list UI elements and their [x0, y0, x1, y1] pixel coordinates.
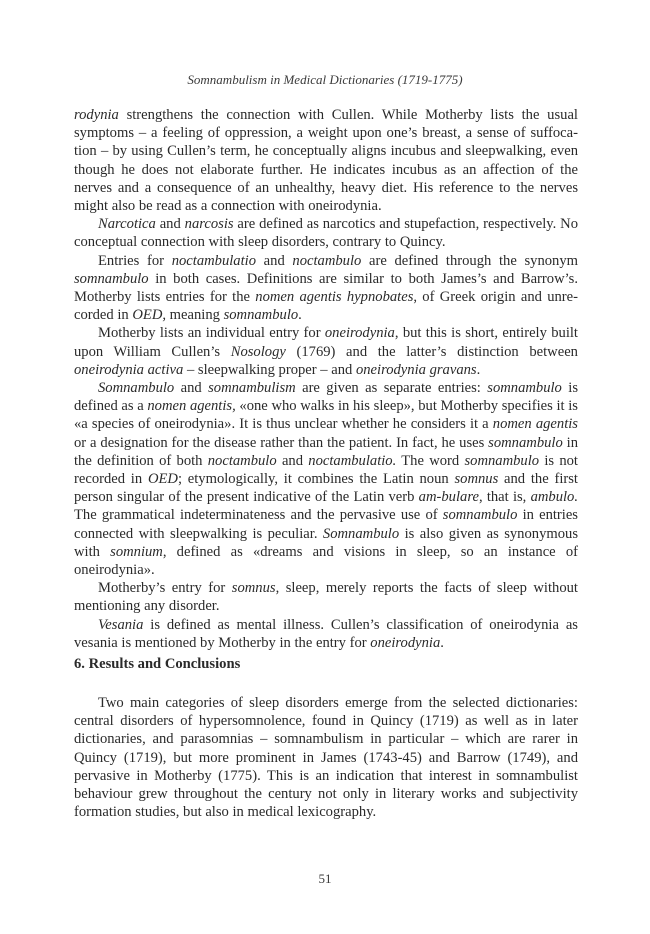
text-run: are defined through the synonym [361, 252, 578, 269]
italic-term: somnus [231, 580, 276, 597]
text-run: strengthens the connection with Cullen. While Motherby lists the usual symptoms – a feeling of oppression, a weight upon one’s breast, a sense of suffoca-tion – by using Cullen’s term, he conceptually aligns incubus and sleepwalking, even though he does not elaborate further. He indicates incubus as an affection of the nerves and a consequence of an unhealthy, heavy diet. His reference to the nerves might also be read as a connection with oneirodynia. [74, 107, 578, 215]
italic-term: somnium [110, 543, 163, 560]
text-run: are defined as narcotics and stupefaction, respectively. No conceptual connection with sleep disorders, contrary to Quincy. [74, 216, 578, 251]
italic-term: nomen agentis [492, 416, 578, 433]
body-text [74, 106, 578, 652]
body-paragraph [74, 579, 578, 615]
text-run: meaning [166, 307, 224, 324]
body-paragraph [74, 106, 578, 215]
italic-term: am-bulare [418, 489, 479, 506]
text-run: , sleep, merely reports the facts of sleep without mentioning any disorder. [74, 580, 578, 615]
text-run: . [298, 307, 302, 324]
italic-term: nomen agentis, [147, 398, 236, 415]
italic-term: somnambulo [74, 270, 149, 287]
text-run: The grammatical indeterminateness and the pervasive use of [74, 507, 443, 524]
italic-term: somnambulo [487, 380, 562, 397]
conclusion-section [74, 694, 578, 821]
italic-term: noctambulo [292, 252, 362, 269]
text-run: , that is, [478, 489, 531, 506]
italic-term: noctambulatio. [308, 452, 397, 469]
text-run: Entries for [98, 252, 172, 269]
body-paragraph [74, 616, 578, 652]
italic-term: nomen agentis hypnobates [255, 289, 414, 306]
text-run: . [440, 634, 444, 651]
italic-term: somnambulo [442, 507, 518, 524]
italic-term: OED [147, 471, 178, 488]
text-run: and [276, 452, 309, 469]
text-run: is not recorded in [74, 452, 578, 488]
text-run: The word [396, 452, 465, 469]
text-run: , defined as «dreams and visions in sleep, so an instance of oneirodynia». [74, 543, 579, 579]
italic-term: somnambulo [223, 307, 299, 324]
text-run: , but this is short, entirely built upon William Cullen’s [74, 325, 578, 360]
text-run: – sleepwalking proper – and [183, 361, 356, 378]
body-paragraph [74, 379, 578, 579]
italic-term: somnus [454, 471, 499, 488]
body-paragraph [74, 215, 578, 251]
text-run: is defined as mental illness. Cullen’s classification of oneirodynia as vesania is mentioned by Motherby in the entry for [74, 616, 578, 651]
text-run: are given as separate entries: [295, 380, 488, 397]
italic-term: OED, [132, 307, 167, 324]
italic-term: Narcotica [98, 216, 156, 233]
italic-term: oneirodynia gravans [355, 361, 477, 378]
text-run: Motherby lists an individual entry for [98, 325, 325, 342]
text-run: (1769) and the latter’s distinction between [285, 343, 578, 360]
italic-term: somnambulism [208, 380, 296, 397]
text-run: is also given as synonymous with [74, 525, 578, 560]
italic-term: Somnambulo [322, 525, 400, 542]
italic-term: oneirodynia [324, 325, 395, 342]
italic-term: Vesania [98, 616, 144, 633]
text-run: and the first person singular of the present indicative of the Latin verb [74, 471, 578, 506]
text-run: in the definition of both [74, 434, 578, 469]
body-paragraph [74, 324, 578, 379]
italic-term: Nosology [230, 343, 286, 360]
italic-term: somnambulo [464, 452, 540, 469]
section-heading: 6. Results and Conclusions [74, 656, 241, 672]
italic-term: narcosis [184, 216, 234, 233]
text-run: is defined as a [74, 380, 578, 415]
text-run: and [155, 216, 185, 233]
text-run: ; etymologically, it combines the Latin noun [177, 471, 455, 488]
italic-term: Somnambulo [98, 380, 175, 397]
italic-term: noctambulo [207, 452, 277, 469]
italic-term: rodynia [74, 107, 119, 123]
italic-term: ambulo. [530, 489, 578, 506]
text-run: and [174, 380, 209, 397]
italic-term: oneirodynia [370, 634, 441, 651]
italic-term: somnambulo [488, 434, 563, 451]
body-paragraph [74, 252, 578, 325]
text-run: , of Greek origin and unre-corded in [74, 289, 578, 324]
text-run: . [476, 361, 481, 378]
text-run: «one who walks in his sleep», but Motherby specifies it is «a species of oneirodynia». It is thus unclear whether he considers it a [74, 398, 578, 433]
text-run: Motherby’s entry for [98, 580, 232, 597]
text-run: in both cases. Definitions are similar to both James’s and Barrow’s. Motherby lists entries for the [74, 270, 578, 306]
text-run: and [256, 252, 293, 269]
italic-term: noctambulatio [171, 252, 257, 269]
running-head: Somnambulism in Medical Dictionaries (1719-1775) [187, 72, 463, 87]
text-run: or a designation for the disease rather than the patient. In fact, he uses [74, 434, 489, 451]
page-number: 51 [318, 871, 332, 886]
italic-term: oneirodynia activa [74, 361, 184, 378]
conclusion-paragraph: Two main categories of sleep disorders emerge from the selected dictionaries: central disorders of hypersomnolence, found in Quincy (1719) as well as in later dictionaries, and parasomnias – somnambulism in particular – which are rarer in Quincy (1719), but more prominent in James (1743-45) and Barrow (1749), and pervasive in Motherby (1775). This is an indication that interest in somnambulist behaviour grew throughout the century not only in literary works and subjectivity formation studies, but also in medical lexicography. [74, 695, 578, 821]
text-run: in entries connected with sleepwalking is peculiar. [74, 507, 578, 542]
